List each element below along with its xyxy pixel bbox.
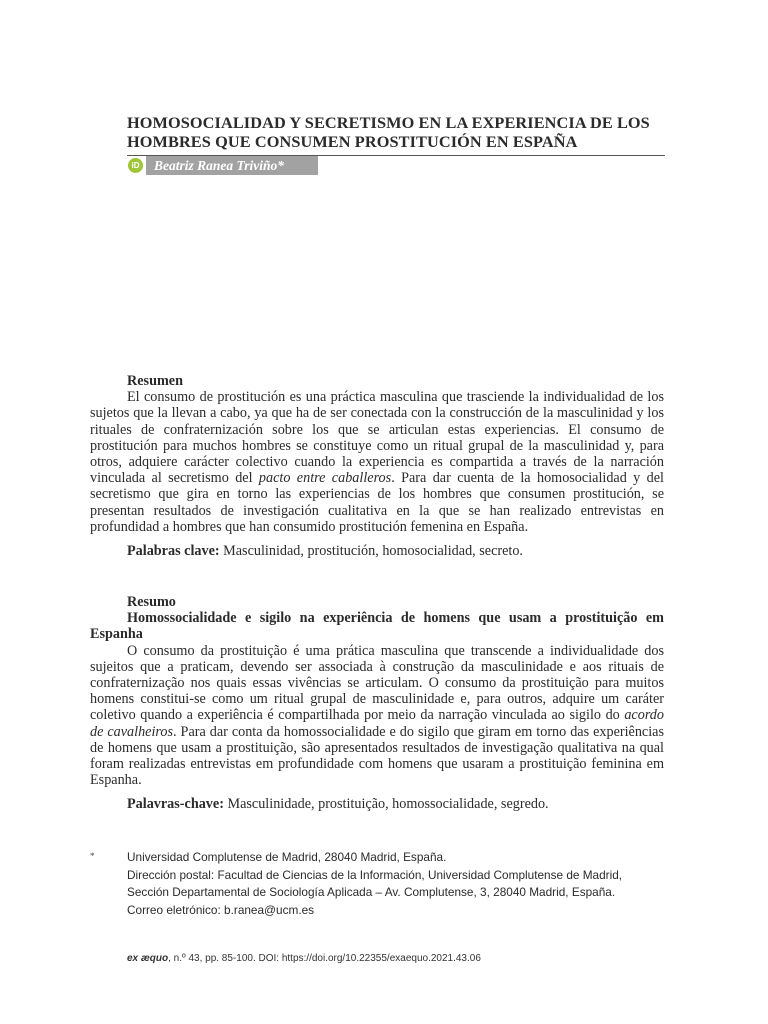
citation[interactable]: , n.º 43, pp. 85-100. DOI: https://doi.org/10.22355/exaequo.2021.43.06 (168, 953, 481, 964)
article-title (127, 113, 667, 151)
abstract-portuguese (90, 594, 664, 813)
author-bar (146, 156, 318, 175)
footnote-postal-1: Dirección postal: Facultad de Ciencias de la Información, Universidad Complutense de Madrid, (127, 867, 623, 882)
abstract-heading: Resumen (127, 373, 183, 389)
footnote-affiliation: Universidad Complutense de Madrid, 28040 Madrid, España. (127, 850, 447, 864)
journal-name: ex æquo (127, 953, 169, 964)
article-title-line-1: HOMOSOCIALIDAD Y SECRETISMO EN LA EXPERIENCIA DE LOS (127, 113, 650, 132)
footnote (127, 849, 667, 919)
resumo-italic-term: acordo de cavalheiros (90, 707, 664, 740)
palavras-chave-label: Palavras-chave: (127, 796, 224, 813)
resumo-body: O consumo da prostituição é uma prática masculina que transcende a individualidade dos sujeitos que a praticam, devendo ser associada à construção da masculinidade e aos rituais de confraternização nos quais essas vivências se articulam. O consumo da prostituição para muitos homens constitui-se como um ritual grupal de masculinidade e, para outros, adquire um caráter coletivo quando a experiência é compartilhada por meio da narração vinculada ao sigilo do acordo de cavalheiros. Para dar conta da homossocialidade e do sigilo que giram em torno das experiências de homens que usam a prostituição, são apresentados resultados de investigação qualitativa na qual foram realizadas entrevistas em profundidade com homens que usaram a prostituição feminina em Espanha. (90, 642, 664, 789)
palavras-chave (127, 796, 664, 812)
abstract-spanish (90, 373, 664, 559)
abstract-italic-term: pacto entre caballeros (258, 470, 392, 487)
author-name: Beatriz Ranea Triviño* (154, 158, 285, 173)
palavras-chave-value: Masculinidade, prostituição, homossocialidade, segredo. (227, 796, 549, 813)
abstract-body: El consumo de prostitución es una práctica masculina que trasciende la individualidad de los sujetos que la llevan a cabo, ya que ha de ser conectada con la construcción de la masculinidad y los rituales de confraternización sobre los que se articulan estas experiencias. El consumo de prostitución para muchos hombres se constituye como un ritual grupal de la masculinidad y, para otros, adquiere carácter colectivo cuando la experiencia es compartida a través de la narración vinculada al secretismo del pacto entre caballeros. Para dar cuenta de la homosocialidad y del secretismo que gira en torno las experiencias de los hombres que consumen prostitución, se presentan resultados de investigación cualitativa en la que se han realizado entrevistas en profundidad a hombres que han consumido prostitución femenina en España. (90, 389, 664, 535)
footnote-email-line (127, 902, 667, 920)
resumo-heading: Resumo (127, 594, 176, 610)
email-label: Correo eletrónico: (127, 902, 221, 917)
resumo-subtitle: Homossocialidade e sigilo na experiência de homens que usam a prostituição em Espanha (90, 610, 664, 643)
orcid-icon[interactable]: iD (128, 158, 143, 173)
footnote-mark: * (90, 851, 95, 861)
email-link[interactable]: b.ranea@ucm.es (224, 902, 315, 917)
footnote-postal-2: Sección Departamental de Sociología Aplicada – Av. Complutense, 3, 28040 Madrid, España. (127, 885, 616, 899)
page-footer (127, 953, 667, 964)
article-title-line-2: HOMBRES QUE CONSUMEN PROSTITUCIÓN EN ESPAÑA (127, 132, 578, 151)
keywords-label: Palabras clave: (127, 543, 220, 560)
keywords-value: Masculinidad, prostitución, homosocialidad, secreto. (223, 543, 523, 560)
keywords (127, 543, 664, 559)
